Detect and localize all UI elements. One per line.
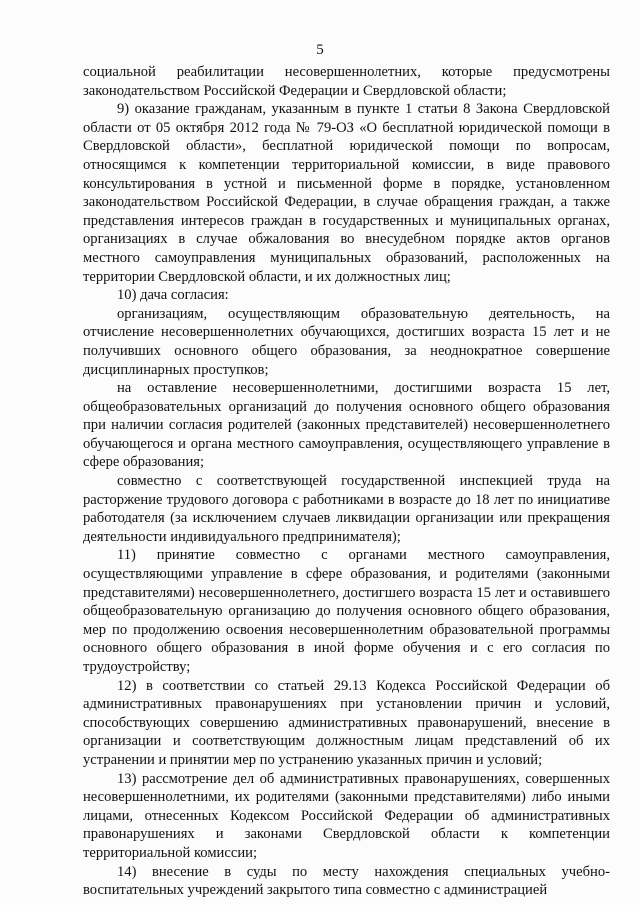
paragraph-item-10: 10) дача согласия: [117,287,229,304]
paragraph-item-13: 13) рассмотрение дел об административных правонарушениях, совершенных несовершеннолетними, их родителями (законными представителями) либо иными лицами, отнесенных Кодексом Российской Федерации об административных правонарушениях и законами Свердловской области к компетенции территориальной комиссии; [83,770,610,861]
paragraph-consent-labor-contract: совместно с соответствующей государственной инспекцией труда на расторжение трудового договора с работниками в возрасте до 18 лет по инициативе работодателя (за исключением случаев ликвидации организации или прекращения деятельности индивидуального предпринимателя); [83,473,610,545]
paragraph-item-11: 11) принятие совместно с органами местного самоуправления, осуществляющими управление в сфере образования, и родителями (законными представителями) несовершеннолетнего, достигшего возраста 15 лет и оставившего общеобразовательную организацию до получения основного общего образования, мер по продолжению освоения несовершеннолетним образовательной программы основного общего образования в иной форме обучения и с его согласия по трудоустройству; [83,547,610,675]
paragraph-item-9: 9) оказание гражданам, указанным в пункте 1 статьи 8 Закона Свердловской области от 05 октября 2012 года № 79-ОЗ «О бесплатной юридической помощи в Свердловской области», бесплатной юридической помощи по вопросам, относящимся к компетенции территориальной комиссии, в виде правового консультирования в устной и письменной форме в порядке, установленном законодательством Российской Федерации, в случае обращения граждан, а также представления интересов граждан в государственных и муниципальных органах, организациях в случае обжалования во внесудебном порядке актов органов местного самоуправления муниципальных образований, расположенных на территории Свердловской области, и их должностных лиц; [83,101,610,285]
paragraph-item-12: 12) в соответствии со статьей 29.13 Кодекса Российской Федерации об административных правонарушениях при установлении причин и условий, способствующих совершению административных правонарушений, внесение в организации и соответствующим должностным лицам представлений об их устранении и принятии мер по устранению указанных причин и условий; [83,677,610,768]
paragraph-social-rehabilitation: социальной реабилитации несовершеннолетних, которые предусмотрены законодательством Российской Федерации и Свердловской области; [83,64,610,99]
page-number: 5 [316,42,324,58]
paragraph-consent-leaving-school: на оставление несовершеннолетними, достигшими возраста 15 лет, общеобразовательных организаций до получения основного общего образования при наличии согласия родителей (законных представителей) несовершеннолетнего обучающегося и органа местного самоуправления, осуществляющего управление в сфере образования; [83,380,610,471]
paragraph-item-14: 14) внесение в суды по месту нахождения специальных учебно-воспитательных учреждений закрытого типа совместно с администрацией [83,863,610,899]
document-body [83,63,610,900]
paragraph-consent-expulsion: организациям, осуществляющим образовательную деятельность, на отчисление несовершеннолетних обучающихся, достигших возраста 15 лет и не получивших основного общего образования, за неоднократное совершение дисциплинарных проступков; [83,305,610,378]
